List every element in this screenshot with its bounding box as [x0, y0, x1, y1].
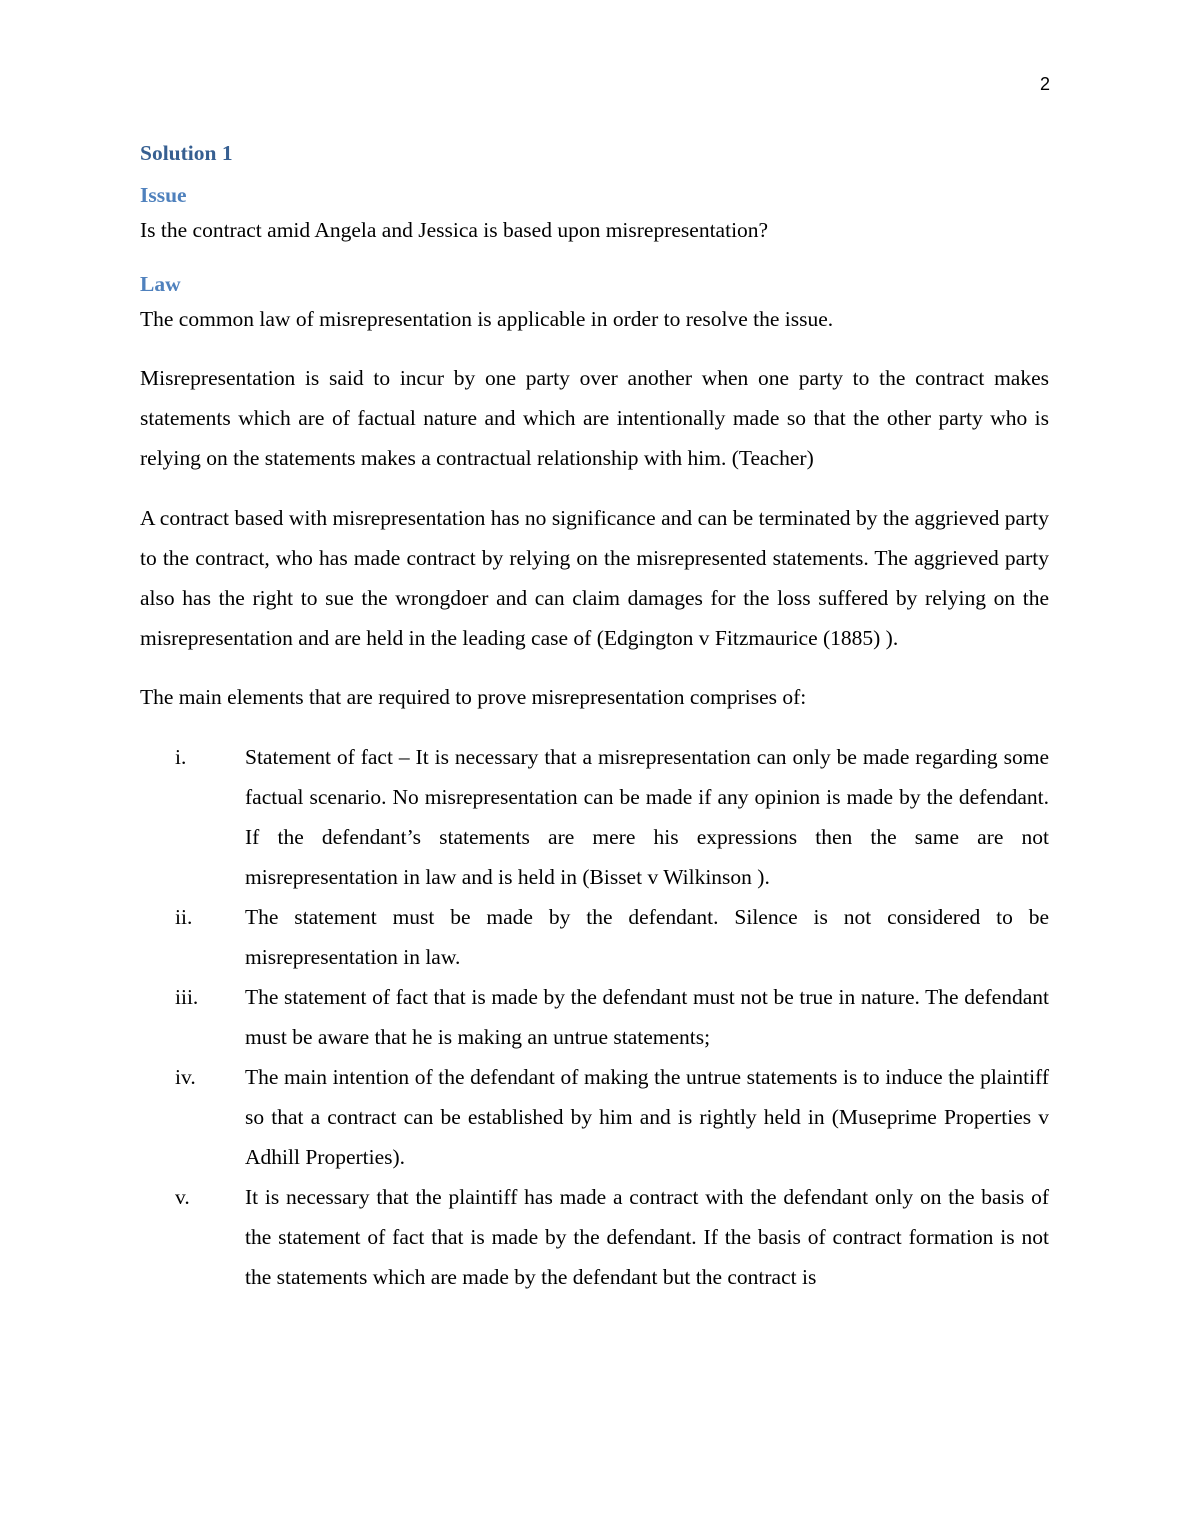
solution-heading: Solution 1	[140, 141, 233, 165]
elements-list	[140, 737, 1049, 1297]
law-heading: Law	[140, 272, 181, 296]
issue-paragraph: Is the contract amid Angela and Jessica is based upon misrepresentation?	[140, 218, 769, 242]
law-paragraph-4: The main elements that are required to prove misrepresentation comprises of:	[140, 685, 807, 709]
list-item	[140, 977, 1049, 1057]
list-item	[140, 737, 1049, 897]
law-paragraph-1: The common law of misrepresentation is applicable in order to resolve the issue.	[140, 307, 834, 331]
list-item-number: iii.	[175, 985, 199, 1009]
list-item	[140, 897, 1049, 977]
document-body	[140, 138, 1049, 1297]
list-item-text: Statement of fact – It is necessary that a misrepresentation can only be made regarding some factual scenario. No misrepresentation can be made if any opinion is made by the defendant. If the defendant’s statements are mere his expressions then the same are not misrepresentation in law and is held in (Bisset v Wilkinson ).	[245, 745, 1049, 889]
list-item-text: The statement of fact that is made by the defendant must not be true in nature. The defendant must be aware that he is making an untrue statements;	[245, 985, 1049, 1049]
list-item-text: It is necessary that the plaintiff has made a contract with the defendant only on the basis of the statement of fact that is made by the defendant. If the basis of contract formation is not the statements which are made by the defendant but the contract is	[245, 1185, 1049, 1289]
list-item-number: iv.	[175, 1065, 196, 1089]
issue-heading: Issue	[140, 183, 187, 207]
list-item-text: The statement must be made by the defendant. Silence is not considered to be misrepresentation in law.	[245, 905, 1049, 969]
law-paragraph-3: A contract based with misrepresentation has no significance and can be terminated by the aggrieved party to the contract, who has made contract by relying on the misrepresented statements. The aggrieved party also has the right to sue the wrongdoer and can claim damages for the loss suffered by relying on the misrepresentation and are held in the leading case of (Edgington v Fitzmaurice (1885) ).	[140, 506, 1049, 650]
list-item-text: The main intention of the defendant of making the untrue statements is to induce the plaintiff so that a contract can be established by him and is rightly held in (Museprime Properties v Adhill Properties).	[245, 1065, 1049, 1169]
list-item	[140, 1177, 1049, 1297]
page-number: 2	[1039, 74, 1050, 94]
list-item-number: i.	[175, 745, 187, 769]
list-item-number: ii.	[175, 905, 193, 929]
law-paragraph-2: Misrepresentation is said to incur by one party over another when one party to the contract makes statements which are of factual nature and which are intentionally made so that the other party who is relying on the statements makes a contractual relationship with him. (Teacher)	[140, 366, 1049, 470]
list-item-number: v.	[175, 1185, 190, 1209]
list-item	[140, 1057, 1049, 1177]
